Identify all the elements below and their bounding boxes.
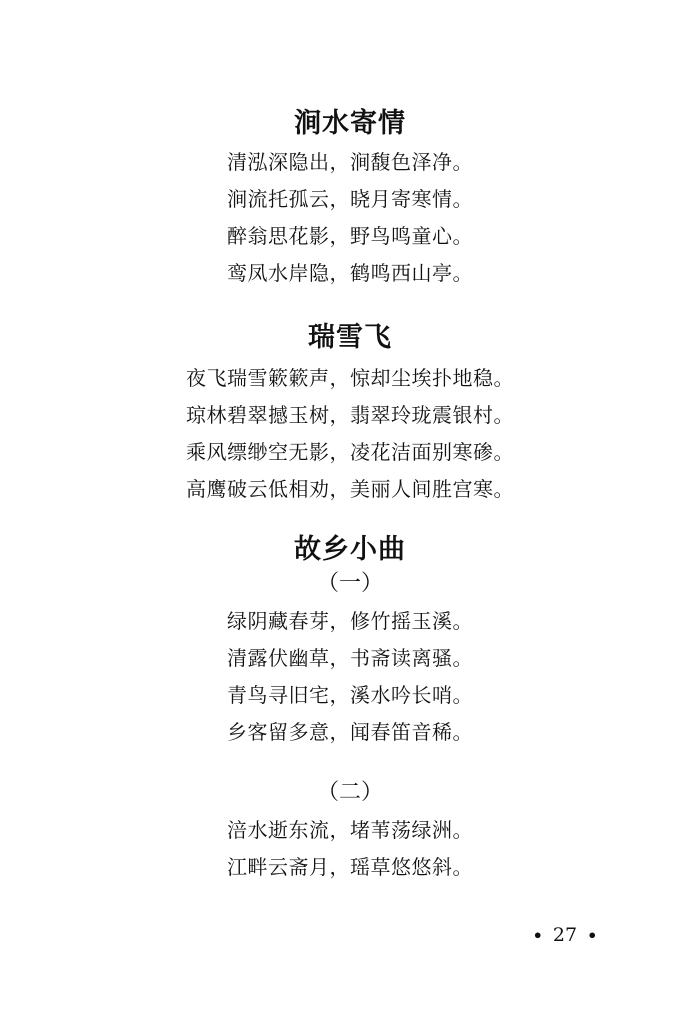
poem-line: 江畔云斋月，瑶草悠悠斜。 [227,855,473,879]
poem-line: 涧流托孤云，晓月寄寒情。 [227,187,473,211]
page-number-dot-left: • [532,926,543,945]
poem-title: 瑞雪飞 [308,322,392,353]
poem-title: 故乡小曲 [294,534,406,565]
page-number-value: 27 [552,924,578,946]
poem-line: 青鸟寻旧宅，溪水吟长哨。 [227,683,473,707]
poem-line: 乡客留多意，闻春笛音稀。 [227,720,473,744]
poem-line: 绿阴藏春芽，修竹摇玉溪。 [227,609,473,633]
poem-jianshui-jiqing [0,107,700,292]
section-mark: （二） [316,780,383,805]
poem-title: 涧水寄情 [294,108,406,139]
poem-line: 清泓深隐出，涧馥色泽净。 [227,150,473,174]
poem-line: 醉翁思花影，野鸟鸣童心。 [227,224,473,248]
poem-line: 夜飞瑞雪簌簌声，惊却尘埃扑地稳。 [186,366,514,390]
poem-guxiang-xiaoqu [0,533,700,751]
page-number-dot-right: • [587,926,598,945]
poem-line: 琼林碧翠撼玉树，翡翠玲珑震银村。 [186,403,514,427]
poem-guxiang-xiaoqu-part-2 [0,776,700,886]
page-number [520,922,610,949]
poem-line: 鸾凤水岸隐，鹤鸣西山亭。 [227,261,473,285]
poem-ruixue-fei [0,321,700,508]
poem-line: 高鹰破云低相劝，美丽人间胜宫寒。 [186,477,514,501]
poem-line: 清露伏幽草，书斋读离骚。 [227,646,473,670]
poem-line: 涪水逝东流，堵苇荡绿洲。 [227,818,473,842]
poem-line: 乘风缥缈空无影，凌花洁面别寒碜。 [186,440,514,464]
section-mark: （一） [316,571,383,596]
